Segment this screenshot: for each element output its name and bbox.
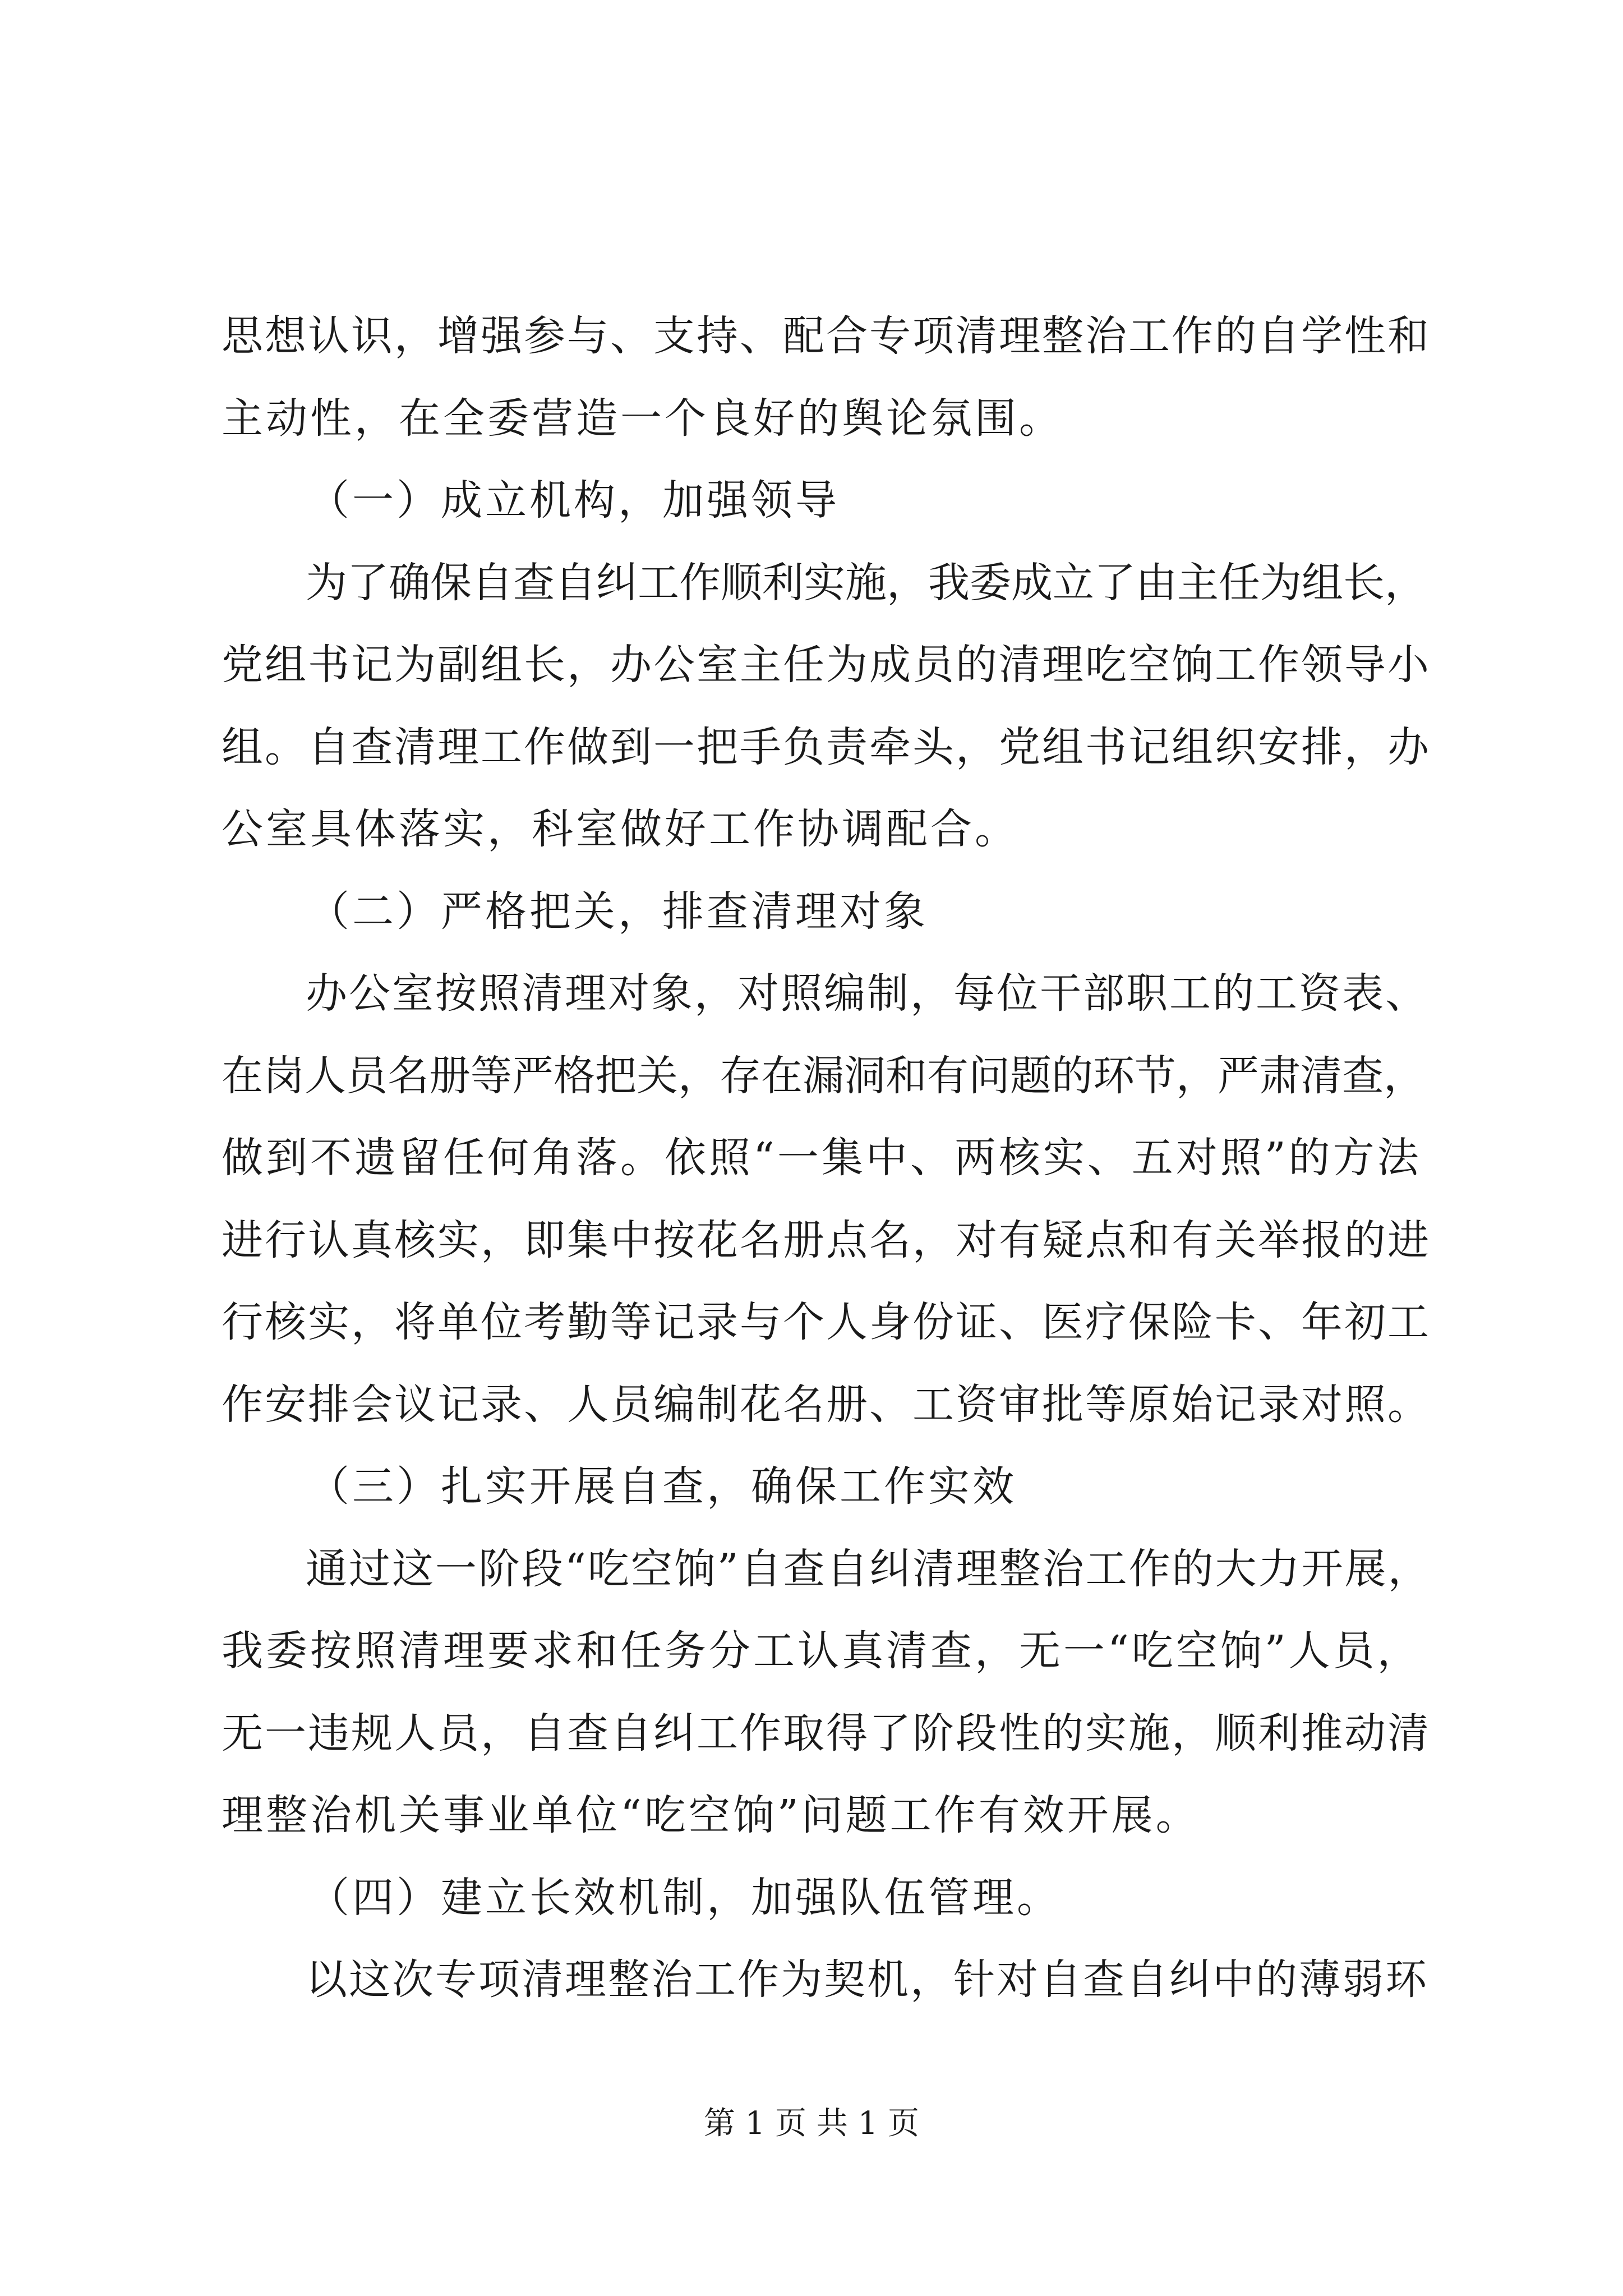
section-heading: （四）建立长效机制，加强队伍管理。 — [308, 1874, 1061, 1922]
body-line: 主动性，在全委营造一个良好的舆论氛围。 — [222, 394, 1063, 443]
body-line: 做到不遗留任何角落。依照“一集中、两核实、五对照”的方法 — [222, 1134, 1422, 1182]
body-line: 为了确保自查自纠工作顺利实施，我委成立了由主任为组长， — [306, 559, 1426, 607]
section-heading: （一）成立机构，加强领导 — [308, 476, 840, 524]
body-line: 进行认真核实，即集中按花名册点名，对有疑点和有关举报的进 — [222, 1216, 1431, 1264]
body-line: 在岗人员名册等严格把关，存在漏洞和有问题的环节，严肃清查， — [222, 1052, 1425, 1100]
section-heading: （二）严格把关，排查清理对象 — [308, 887, 928, 936]
body-line: 组。自查清理工作做到一把手负责牵头，党组书记组织安排，办 — [222, 723, 1431, 771]
body-line: 思想认识，增强参与、支持、配合专项清理整治工作的自学性和 — [222, 312, 1431, 360]
body-line: 我委按照清理要求和任务分工认真清查，无一“吃空饷”人员， — [222, 1627, 1422, 1675]
section-heading: （三）扎实开展自查，确保工作实效 — [308, 1462, 1017, 1511]
body-line: 以这次专项清理整治工作为契机，针对自查自纠中的薄弱环 — [306, 1955, 1428, 2004]
body-line: 公室具体落实，科室做好工作协调配合。 — [222, 805, 1019, 853]
body-line: 办公室按照清理对象，对照编制，每位干部职工的工资表、 — [306, 969, 1428, 1018]
body-line: 理整治机关事业单位“吃空饷”问题工作有效开展。 — [222, 1791, 1200, 1839]
body-line: 无一违规人员，自查自纠工作取得了阶段性的实施，顺利推动清 — [222, 1709, 1431, 1757]
body-line: 通过这一阶段“吃空饷”自查自纠清理整治工作的大力开展， — [306, 1545, 1431, 1593]
body-line: 作安排会议记录、人员编制花名册、工资审批等原始记录对照。 — [222, 1381, 1431, 1429]
body-line: 行核实，将单位考勤等记录与个人身份证、医疗保险卡、年初工 — [222, 1298, 1431, 1346]
body-line: 党组书记为副组长，办公室主任为成员的清理吃空饷工作领导小 — [222, 641, 1431, 689]
page-number-footer: 第 1 页 共 1 页 — [703, 2105, 920, 2142]
